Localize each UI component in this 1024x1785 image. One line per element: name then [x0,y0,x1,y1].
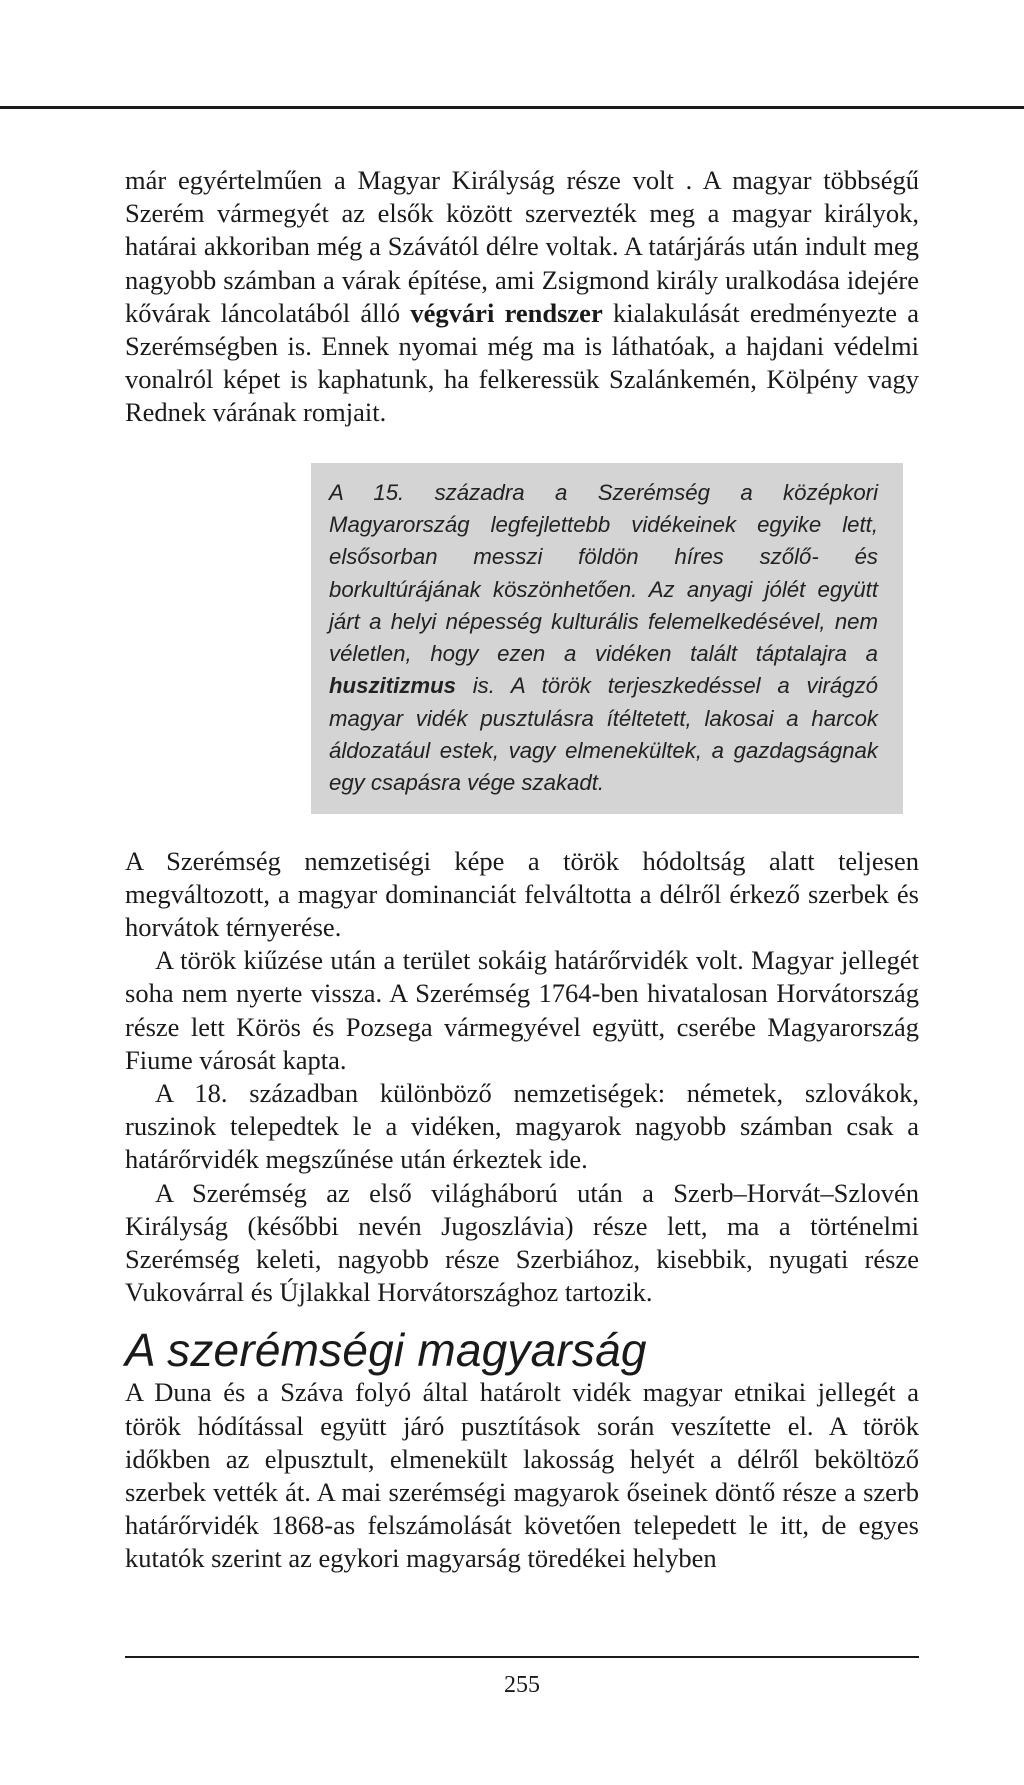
footer-rule [125,1656,919,1658]
highlight-text-a: A 15. századra a Szerémség a középkori Magyarország legfejlettebb vidékeinek egyike lett, elsősorban messzi földön híres szőlő- és borkultúrájának köszönhetően. Az anyagi jólét együtt járt a helyi népesség kulturális felemelkedésével, nem véletlen, hogy ezen a vidéken talált táptalajra a [329,479,878,667]
section-title: A szerémségi magyarság [125,1324,647,1377]
paragraph-1-text-a: már egyértelműen a Magyar Királyság része volt . A magyar többségű Szerém vármegyét az elsők között szervezték meg a magyar királyok, határai akkoriban még a Szávától délre voltak. A tatárjárás után indult meg nagyobb számban a várak építése, ami Zsigmond király uralkodása idejére kővárak láncolatából álló [125,165,919,328]
paragraph-2: A Szerémség nemzetiségi képe a török hódoltság alatt teljesen megváltozott, a magyar dominanciát felváltotta a délről érkező szerbek és horvátok térnyerése. [125,845,919,942]
paragraph-4: A 18. században különböző nemzetiségek: németek, szlovákok, ruszinok telepedtek le a vidéken, magyarok nagyobb számban csak a határőrvidék megszűnése után érkeztek ide. [125,1078,919,1175]
paragraph-5: A Szerémség az első világháború után a Szerb–Horvát–Szlovén Királyság (későbbi nevén Jugoszlávia) része lett, ma a történelmi Szerémség keleti, nagyobb része Szerbiához, kisebbik, nyugati része Vukovárral és Újlakkal Horvátországhoz tartozik. [125,1177,919,1308]
highlight-text-b: is. A török terjeszkedéssel a virágzó magyar vidék pusztulásra ítéltetett, lakosai a harcok áldozatául estek, vagy elmenekültek, a gazdagságnak egy csapásra vége szakadt. [329,673,878,796]
highlight-box [311,463,903,814]
page-body [125,164,919,1576]
page-number: 255 [504,1672,540,1698]
paragraph-1-text-b: kialakulását eredményezte a Szerémségben is. Ennek nyomai még ma is láthatóak, a hajdani védelmi vonalról képet is kaphatunk, ha felkeressük Szalánkemén, Kölpény vagy Rednek várának romjait. [125,297,919,428]
header-rule [0,106,1024,109]
bold-term-vegvari-rendszer: végvári rendszer [410,297,603,328]
paragraph-3: A török kiűzése után a terület sokáig határőrvidék volt. Magyar jellegét soha nem nyerte vissza. A Szerémség 1764-ben hivatalosan Horvátország része lett Körös és Pozsega vármegyével együtt, cserébe Magyarország Fiume városát kapta. [125,945,919,1075]
paragraph-1 [125,164,919,430]
bold-term-huszitizmus: huszitizmus [329,673,456,699]
paragraph-6: A Duna és a Száva folyó által határolt vidék magyar etnikai jellegét a török hódítással együtt járó pusztítások során veszítette el. A török időkben az elpusztult, elmenekült lakosság helyét a délről beköltöző szerbek vették át. A mai szerémségi magyarok őseinek döntő része a szerb határőrvidék 1868-as felszámolását követően telepedett le itt, de egyes kutatók szerint az egykori magyarság töredékei helyben [125,1377,919,1574]
